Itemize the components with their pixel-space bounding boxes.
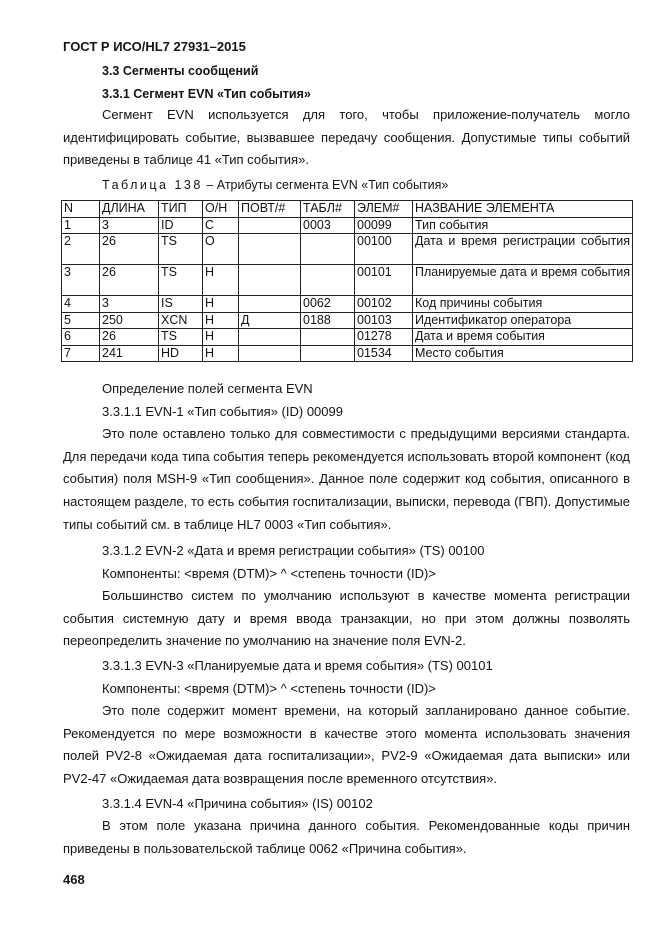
table-cell: 5: [62, 312, 100, 329]
table-cell: Идентификатор оператора: [413, 312, 633, 329]
table-cell: 0188: [301, 312, 355, 329]
table-cell: 3: [62, 265, 100, 296]
col-header: ПОВТ/#: [239, 201, 301, 218]
table-cell: 00103: [355, 312, 413, 329]
field-2-text: Большинство систем по умолчанию используют в качестве момента регистрации события системную дату и время ввода транзакции, но при этом должны позволять переопределить значение по умолчанию на значение поля EVN-2.: [63, 588, 630, 649]
table-cell: 3: [100, 296, 159, 313]
table-cell: Н: [203, 312, 239, 329]
field-4-text: В этом поле указана причина данного события. Рекомендованные коды причин приведены в пользовательской таблице 0062 «Причина события».: [63, 818, 630, 856]
col-header: О/Н: [203, 201, 239, 218]
table-cell: 00099: [355, 217, 413, 234]
table-cell: XCN: [159, 312, 203, 329]
table-cell: TS: [159, 329, 203, 346]
field-3-heading: 3.3.1.3 EVN-3 «Планируемые дата и время события» (TS) 00101: [102, 658, 493, 673]
table-cell: [301, 265, 355, 296]
attributes-table: [61, 200, 633, 362]
table-cell: 00102: [355, 296, 413, 313]
table-cell: Н: [203, 296, 239, 313]
table-cell: 7: [62, 345, 100, 362]
table-cell: Планируемые дата и время события: [413, 265, 633, 296]
table-row: [62, 217, 633, 234]
field-4-heading: 3.3.1.4 EVN-4 «Причина события» (IS) 00102: [102, 796, 373, 811]
table-row: [62, 296, 633, 313]
table-cell: 26: [100, 265, 159, 296]
table-cell: 1: [62, 217, 100, 234]
page-number: 468: [63, 872, 85, 887]
table-cell: С: [203, 217, 239, 234]
document-header: ГОСТ Р ИСО/HL7 27931–2015: [63, 39, 246, 54]
table-caption-title: Атрибуты сегмента EVN «Тип события»: [216, 178, 449, 192]
table-caption: [102, 178, 448, 192]
table-cell: 01534: [355, 345, 413, 362]
table-cell: Д: [239, 312, 301, 329]
table-cell: ID: [159, 217, 203, 234]
subsection-heading: 3.3.1 Сегмент EVN «Тип события»: [102, 87, 311, 101]
field-2-heading: 3.3.1.2 EVN-2 «Дата и время регистрации события» (TS) 00100: [102, 543, 485, 558]
table-cell: 2: [62, 234, 100, 265]
field-1-text: Это поле оставлено только для совместимости с предыдущими версиями стандарта. Для передачи кода типа события теперь рекомендуется использовать второй компонент (код события) поля MSH-9 «Тип сообщения». Данное поле содержит код события, описанного в настоящем разделе, то есть события госпитализации, выписки, перевода (ГВП). Допустимые типы событий см. в таблице HL7 0003 «Тип события».: [63, 426, 630, 532]
table-cell: Дата и время события: [413, 329, 633, 346]
table-cell: Н: [203, 329, 239, 346]
table-row: [62, 329, 633, 346]
table-caption-dash: –: [206, 178, 217, 192]
section-heading: 3.3 Сегменты сообщений: [102, 64, 259, 78]
field-3-components: Компоненты: <время (DTM)> ^ <степень точности (ID)>: [102, 681, 436, 696]
table-header-row: [62, 201, 633, 218]
table-cell: 4: [62, 296, 100, 313]
table-cell: Н: [203, 265, 239, 296]
table-cell: [301, 234, 355, 265]
table-cell: Код причины события: [413, 296, 633, 313]
col-header: ТИП: [159, 201, 203, 218]
table-cell: Тип события: [413, 217, 633, 234]
col-header: ТАБЛ#: [301, 201, 355, 218]
table-cell: 6: [62, 329, 100, 346]
table-cell: 241: [100, 345, 159, 362]
table-cell: [239, 329, 301, 346]
table-cell: [301, 345, 355, 362]
table-caption-number: Таблица 138: [102, 178, 203, 192]
table-cell: [239, 234, 301, 265]
fields-intro: Определение полей сегмента EVN: [102, 381, 313, 396]
table-cell: TS: [159, 265, 203, 296]
table-cell: [301, 329, 355, 346]
col-header: ДЛИНА: [100, 201, 159, 218]
table-cell: Место события: [413, 345, 633, 362]
table-row: [62, 312, 633, 329]
table-row: [62, 234, 633, 265]
table-cell: 0003: [301, 217, 355, 234]
table-cell: Н: [203, 345, 239, 362]
field-3-text: Это поле содержит момент времени, на который запланировано данное событие. Рекомендуется по мере возможности в качестве этого момента использовать значения полей PV2-8 «Ожидаемая дата госпитализации», PV2-9 «Ожидаемая дата выписки» или PV2-47 «Ожидаемая дата возвращения после временного отсутствия».: [63, 703, 630, 787]
table-cell: 26: [100, 329, 159, 346]
table-cell: Дата и время регистрации события: [413, 234, 633, 265]
table-cell: 3: [100, 217, 159, 234]
table-cell: 26: [100, 234, 159, 265]
field-2-components: Компоненты: <время (DTM)> ^ <степень точности (ID)>: [102, 566, 436, 581]
col-header: N: [62, 201, 100, 218]
table-cell: [239, 345, 301, 362]
table-cell: IS: [159, 296, 203, 313]
table-cell: [239, 217, 301, 234]
col-header: ЭЛЕМ#: [355, 201, 413, 218]
col-header: НАЗВАНИЕ ЭЛЕМЕНТА: [413, 201, 633, 218]
table-row: [62, 345, 633, 362]
table-cell: HD: [159, 345, 203, 362]
table-cell: [239, 296, 301, 313]
field-1-heading: 3.3.1.1 EVN-1 «Тип события» (ID) 00099: [102, 404, 343, 419]
table-cell: 00101: [355, 265, 413, 296]
table-cell: О: [203, 234, 239, 265]
table-cell: 01278: [355, 329, 413, 346]
table-cell: 0062: [301, 296, 355, 313]
table-cell: 00100: [355, 234, 413, 265]
intro-paragraph: Сегмент EVN используется для того, чтобы приложение-получатель могло идентифицировать событие, вызвавшее передачу сообщения. Допустимые типы событий приведены в таблице 41 «Тип события».: [63, 107, 630, 168]
table-cell: TS: [159, 234, 203, 265]
table-cell: [239, 265, 301, 296]
table-cell: 250: [100, 312, 159, 329]
table-row: [62, 265, 633, 296]
